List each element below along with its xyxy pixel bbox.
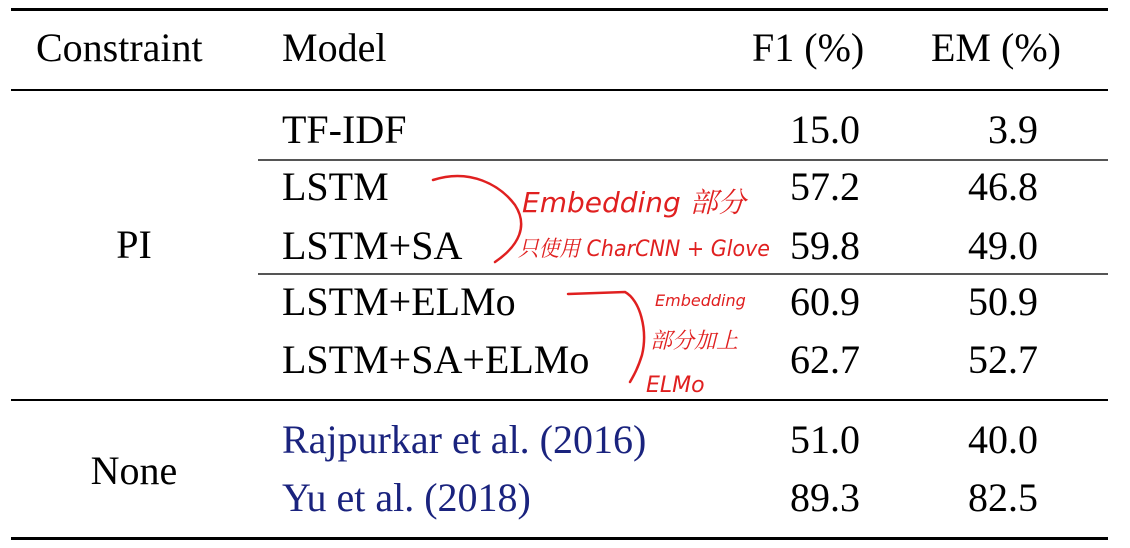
row-f1: 57.2: [790, 164, 860, 209]
row-em: 49.0: [968, 223, 1038, 268]
pi-subgroup-rule-2: [258, 273, 1108, 275]
row-model: LSTM+SA: [282, 223, 463, 268]
row-f1: 89.3: [790, 475, 860, 520]
header-model: Model: [282, 25, 387, 70]
row-em: 52.7: [968, 337, 1038, 382]
row-f1: 15.0: [790, 107, 860, 152]
row-model: TF-IDF: [282, 107, 407, 152]
row-em: 46.8: [968, 164, 1038, 209]
row-f1: 62.7: [790, 337, 860, 382]
citation-yu[interactable]: Yu et al. (2018): [282, 475, 531, 520]
annotation-note-1-line-2: 只使用 CharCNN + Glove: [518, 237, 770, 262]
pi-subgroup-rule-1: [258, 159, 1108, 161]
row-em: 40.0: [968, 417, 1038, 462]
row-em: 3.9: [988, 107, 1038, 152]
row-model: LSTM+SA+ELMo: [282, 337, 590, 382]
annotation-note-2-line-1: Embedding: [655, 291, 746, 310]
row-f1: 60.9: [790, 279, 860, 324]
annotation-note-1-line-1: Embedding 部分: [522, 186, 746, 219]
constraint-none: None: [90, 448, 178, 493]
row-f1: 51.0: [790, 417, 860, 462]
annotation-note-2-line-3: ELMo: [646, 373, 705, 398]
header-constraint: Constraint: [36, 25, 203, 70]
header-rule: [11, 89, 1108, 91]
annotation-note-2-line-2: 部分加上: [650, 329, 739, 354]
top-rule: [11, 8, 1108, 11]
constraint-pi: PI: [116, 222, 152, 267]
header-f1: F1 (%): [752, 25, 865, 70]
citation-rajpurkar[interactable]: Rajpurkar et al. (2016): [282, 417, 647, 462]
row-f1: 59.8: [790, 223, 860, 268]
row-model: LSTM+ELMo: [282, 279, 516, 324]
row-model: LSTM: [282, 164, 389, 209]
group-rule: [11, 399, 1108, 401]
bottom-rule: [11, 537, 1108, 540]
row-em: 50.9: [968, 279, 1038, 324]
header-em: EM (%): [931, 25, 1061, 70]
row-em: 82.5: [968, 475, 1038, 520]
